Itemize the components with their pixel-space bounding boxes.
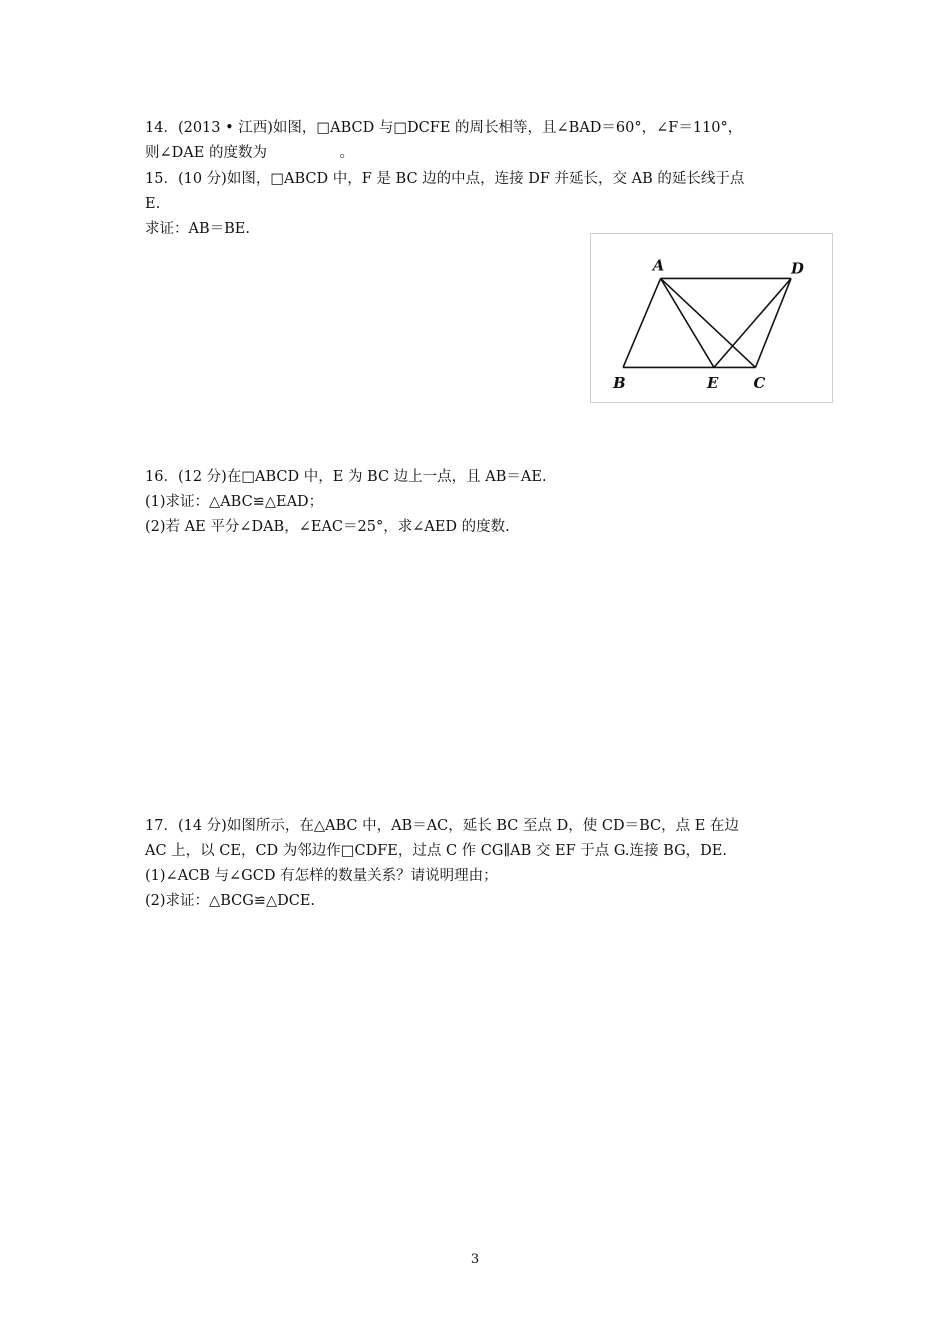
label-b: B [613, 375, 626, 393]
geometry-diagram [591, 234, 832, 402]
segment-dc [755, 278, 791, 367]
label-d: D [791, 260, 804, 278]
label-e: E [707, 375, 719, 393]
q16-line-2: (1)求证：△ABC≌△EAD； [145, 494, 324, 510]
q17-line-3: (1)∠ACB 与∠GCD 有怎样的数量关系？请说明理由； [145, 868, 498, 884]
q17-line-4: (2)求证：△BCG≌△DCE. [145, 893, 316, 909]
segment-de [714, 278, 791, 367]
q17-line-1: 17．(14 分)如图所示，在△ABC 中，AB＝AC，延长 BC 至点 D，使 CD＝BC，点 E 在边 [145, 818, 739, 834]
q15-line-2: E. [145, 196, 161, 212]
q14-line-1: 14．(2013 • 江西)如图，□ABCD 与□DCFE 的周长相等，且∠BAD＝60°，∠F＝110°， [145, 120, 743, 136]
q15-line-3: 求证：AB＝BE. [145, 221, 250, 237]
parallelogram-figure [590, 233, 833, 403]
q14-line-2: 则∠DAE 的度数为 。 [145, 145, 354, 161]
q16-line-3: (2)若 AE 平分∠DAB，∠EAC＝25°，求∠AED 的度数. [145, 519, 510, 535]
segment-ac [661, 278, 756, 367]
q17-line-2: AC 上，以 CE，CD 为邻边作□CDFE，过点 C 作 CG∥AB 交 EF 于点 G.连接 BG，DE. [145, 843, 727, 859]
q15-line-1: 15．(10 分)如图，□ABCD 中，F 是 BC 边的中点，连接 DF 并延长，交 AB 的延长线于点 [145, 171, 745, 187]
label-a: A [652, 257, 665, 275]
q16-line-1: 16．(12 分)在□ABCD 中，E 为 BC 边上一点，且 AB＝AE. [145, 469, 547, 485]
page-number: 3 [470, 1252, 480, 1267]
label-c: C [753, 375, 766, 393]
segment-ab [623, 278, 661, 367]
segment-ae [661, 278, 714, 367]
